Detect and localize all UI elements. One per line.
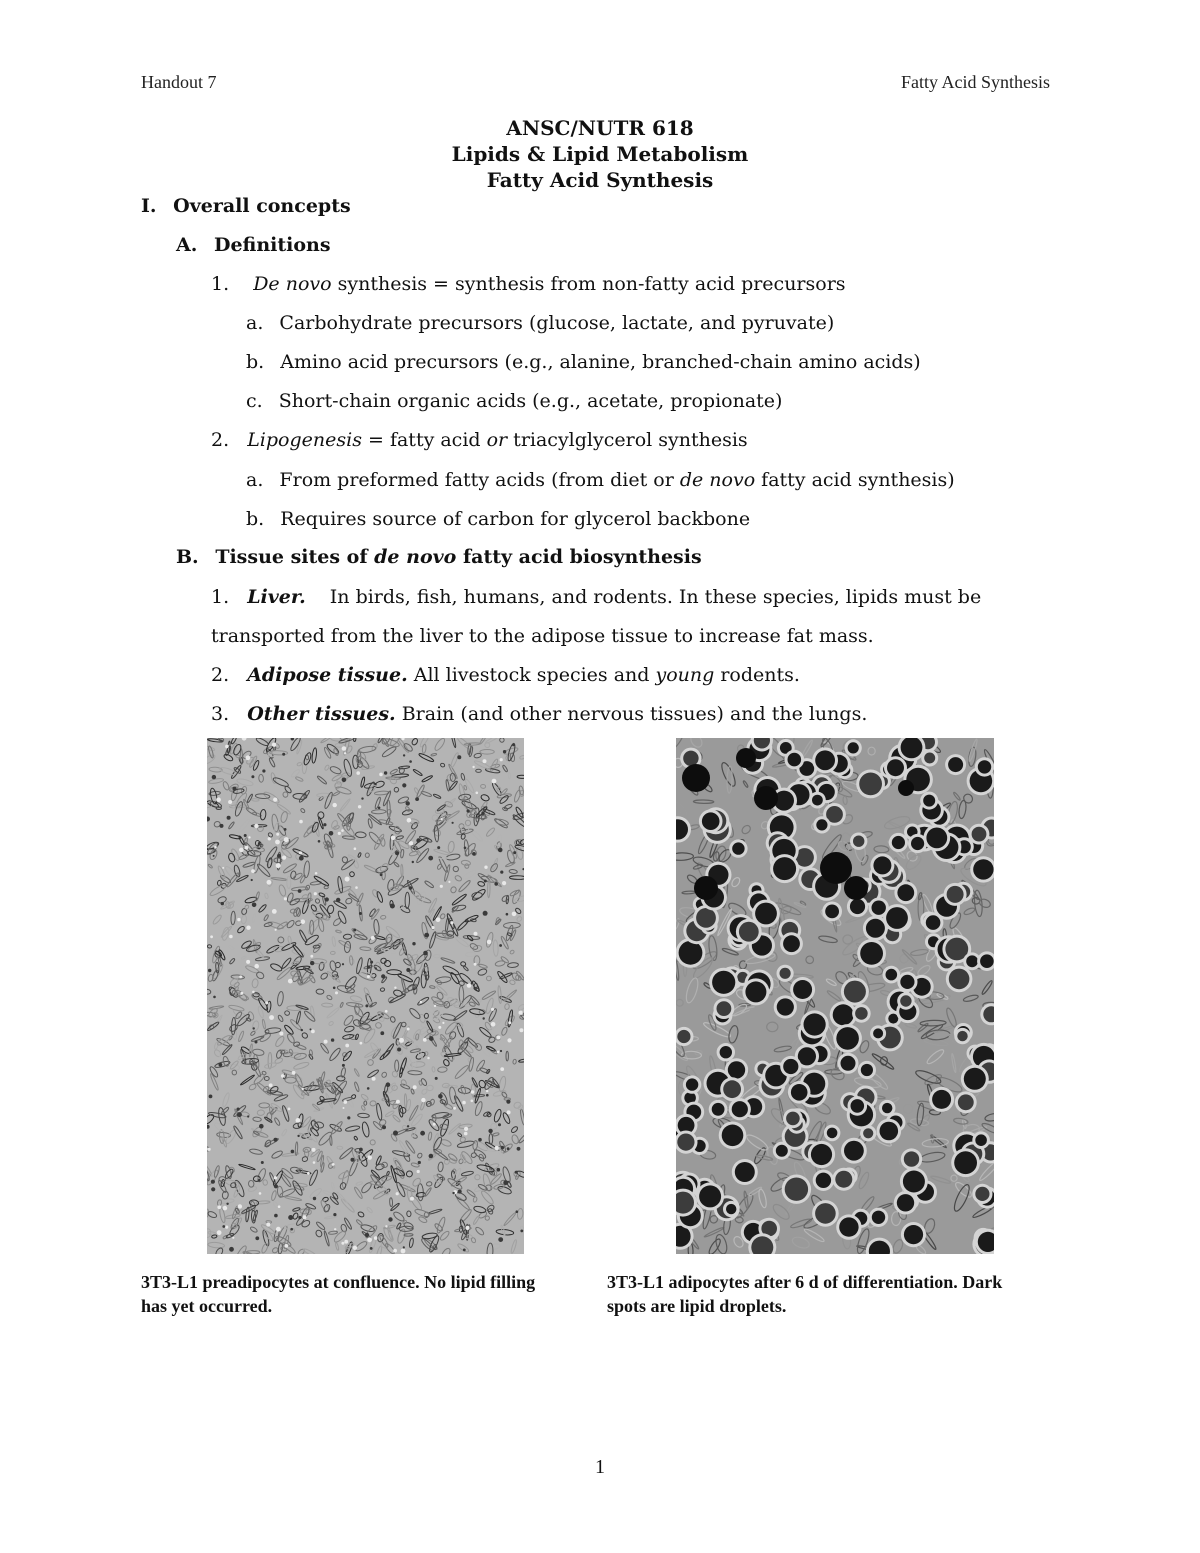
item-number: 1.	[211, 273, 230, 295]
subsection-emphasis: de novo	[374, 546, 457, 568]
item-text: Brain (and other nervous tissues) and the lungs.	[395, 703, 868, 725]
item-text: synthesis = synthesis from non-fatty acid precursors	[331, 273, 846, 295]
item-text: All livestock species and	[407, 664, 656, 686]
item-text: Carbohydrate precursors (glucose, lactate, and pyruvate)	[279, 312, 835, 334]
item-emphasis: or	[486, 429, 508, 451]
course-title: ANSC/NUTR 618	[506, 116, 694, 140]
tissue-item-1	[211, 586, 981, 608]
definition-item-1	[211, 273, 846, 295]
section-I-heading	[141, 195, 351, 217]
item-letter: a.	[246, 469, 264, 491]
item-text: In birds, fish, humans, and rodents. In these species, lipids must be	[329, 586, 982, 608]
course-subtitle: Lipids & Lipid Metabolism	[451, 142, 749, 166]
item-text: Short-chain organic acids (e.g., acetate, propionate)	[278, 390, 783, 412]
subsection-B-heading	[176, 546, 702, 568]
caption-line: spots are lipid droplets.	[607, 1296, 787, 1316]
item-text: fatty acid synthesis)	[755, 469, 955, 491]
section-number: I.	[141, 195, 157, 217]
item-number: 1.	[211, 586, 230, 608]
item-emphasis: young	[655, 664, 715, 686]
item-term: Liver.	[247, 586, 306, 608]
caption-line: has yet occurred.	[141, 1296, 273, 1316]
subsection-label: Definitions	[213, 234, 331, 256]
caption-line: 3T3-L1 preadipocytes at confluence. No lipid filling	[141, 1272, 536, 1292]
item-text: rodents.	[714, 664, 800, 686]
item-text: triacylglycerol synthesis	[507, 429, 748, 451]
item-text: Amino acid precursors (e.g., alanine, branched-chain amino acids)	[280, 351, 921, 373]
item-text: Requires source of carbon for glycerol backbone	[280, 508, 751, 530]
running-header-right: Fatty Acid Synthesis	[900, 72, 1050, 92]
subsection-label: Tissue sites of	[215, 546, 375, 568]
subsection-number: B.	[176, 546, 199, 568]
definition-1a	[246, 312, 834, 334]
item-number: 2.	[211, 429, 230, 451]
page-number: 1	[595, 1456, 605, 1478]
item-term: Lipogenesis	[247, 429, 362, 451]
subsection-number: A.	[176, 234, 198, 256]
preadipocyte-micrograph	[207, 738, 524, 1254]
subsection-A-heading	[176, 234, 331, 256]
item-number: 3.	[211, 703, 230, 725]
tissue-item-3	[211, 703, 867, 725]
item-letter: b.	[246, 351, 265, 373]
definition-1c	[246, 390, 782, 412]
adipocyte-micrograph	[676, 738, 994, 1254]
tissue-item-1-continued: transported from the liver to the adipose tissue to increase fat mass.	[211, 625, 874, 647]
item-number: 2.	[211, 664, 230, 686]
item-term: Other tissues.	[247, 703, 396, 725]
item-emphasis: de novo	[679, 469, 756, 491]
definition-2a	[246, 469, 955, 491]
handout-topic: Fatty Acid Synthesis	[486, 168, 714, 192]
definition-item-2	[211, 429, 748, 451]
item-text: = fatty acid	[361, 429, 487, 451]
running-header-left: Handout 7	[141, 72, 217, 92]
item-letter: b.	[246, 508, 265, 530]
subsection-label: fatty acid biosynthesis	[456, 546, 702, 568]
caption-line: 3T3-L1 adipocytes after 6 d of differentiation. Dark	[607, 1272, 1003, 1292]
definition-2b	[246, 508, 750, 530]
section-label: Overall concepts	[173, 195, 351, 217]
item-letter: c.	[246, 390, 263, 412]
item-text: From preformed fatty acids (from diet or	[279, 469, 680, 491]
right-figure-caption	[607, 1270, 1002, 1318]
tissue-item-2	[211, 664, 800, 686]
item-letter: a.	[246, 312, 264, 334]
definition-1b	[246, 351, 921, 373]
item-term: De novo	[253, 273, 332, 295]
left-figure-caption	[141, 1270, 535, 1318]
item-term: Adipose tissue.	[247, 664, 408, 686]
